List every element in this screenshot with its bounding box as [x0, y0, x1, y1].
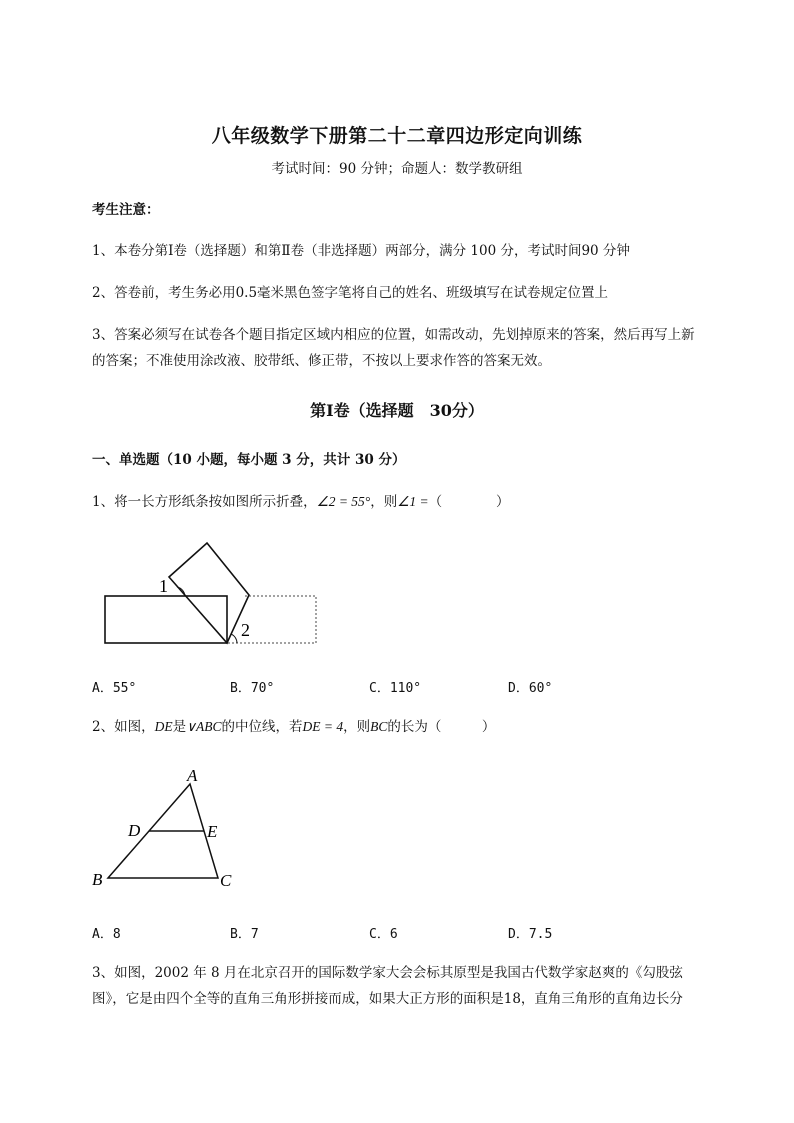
notice-item-1: 1、本卷分第Ⅰ卷（选择题）和第Ⅱ卷（非选择题）两部分，满分 100 分，考试时间90 分钟	[92, 243, 630, 259]
q2-option-c[interactable]: C．6	[369, 927, 398, 942]
q2-condition: DE = 4	[302, 719, 344, 734]
question-3-line-2: 图》，它是由四个全等的直角三角形拼接而成，如果大正方形的面积是18，直角三角形的直角边长分	[92, 991, 683, 1007]
q1-option-d[interactable]: D．60°	[508, 681, 553, 696]
q2-label-a: A	[187, 766, 198, 785]
q1-label-1: 1	[159, 576, 168, 596]
q2-label-b: B	[92, 870, 103, 889]
q1-folded-part	[169, 543, 249, 643]
q1-text-c: （ ）	[428, 494, 510, 510]
q1-label-2: 2	[241, 620, 250, 640]
q1-figure	[95, 535, 335, 655]
q1-option-a[interactable]: A．55°	[92, 681, 137, 696]
q2-option-b[interactable]: B．7	[230, 927, 259, 942]
notice-item-3-line-1: 3、答案必须写在试卷各个题目指定区域内相应的位置，如需改动，先划掉原来的答案，然后再写上新	[92, 327, 695, 343]
q2-triangle: ∨ABC	[186, 719, 222, 734]
q2-option-a[interactable]: A．8	[92, 927, 121, 942]
q2-text-c: 的中位线，若	[221, 719, 303, 735]
q2-text-d: ，则	[343, 719, 371, 735]
exam-subtitle: 考试时间：90 分钟；命题人：数学教研组	[271, 161, 523, 177]
q2-text-b: 是	[172, 719, 187, 735]
q1-angle-query: ∠1 =	[397, 494, 429, 509]
q1-text-a: 1、将一长方形纸条按如图所示折叠，	[92, 494, 317, 510]
question-2	[92, 714, 752, 740]
exam-title: 八年级数学下册第二十二章四边形定向训练	[211, 125, 583, 147]
q1-option-b[interactable]: B．70°	[230, 681, 275, 696]
q1-text-b: ，则	[370, 494, 398, 510]
q2-label-e: E	[207, 822, 218, 841]
q2-option-d[interactable]: D．7.5	[508, 927, 553, 942]
notice-item-3-line-2: 的答案；不准使用涂改液、胶带纸、修正带，不按以上要求作答的答案无效。	[92, 353, 551, 369]
q1-option-c[interactable]: C．110°	[369, 681, 422, 696]
q1-angle-expr: ∠2 = 55°	[316, 494, 371, 509]
section-title: 第Ⅰ卷（选择题 30分）	[310, 401, 484, 420]
q1-angle2-arc	[231, 634, 237, 643]
q2-text-e: 的长为（ ）	[387, 719, 496, 735]
q2-bc: BC	[370, 719, 388, 734]
q2-text-a: 2、如图，	[92, 719, 155, 735]
question-1	[92, 489, 752, 515]
question-3-line-1: 3、如图，2002 年 8 月在北京召开的国际数学家大会会标其原型是我国古代数学家赵爽的《勾股弦	[92, 965, 683, 981]
notice-item-2: 2、答卷前，考生务必用0.5毫米黑色签字笔将自己的姓名、班级填写在试卷规定位置上	[92, 285, 609, 301]
part-heading: 一、单选题（10 小题，每小题 3 分，共计 30 分）	[92, 452, 406, 468]
q2-label-c: C	[220, 871, 232, 890]
notice-heading: 考生注意：	[92, 202, 160, 218]
q2-figure	[88, 762, 248, 897]
q1-strip-rect	[105, 596, 227, 643]
q2-label-d: D	[128, 821, 141, 840]
q2-de: DE	[154, 719, 173, 734]
